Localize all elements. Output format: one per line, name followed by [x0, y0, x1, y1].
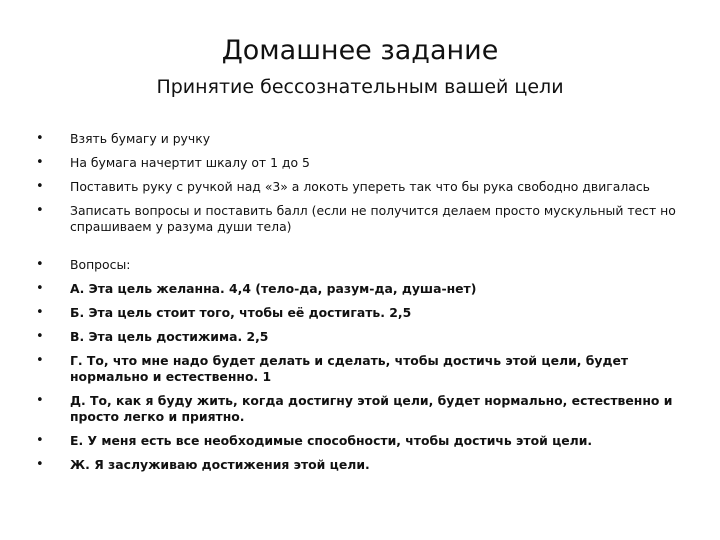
list-item	[36, 257, 690, 273]
list-item-text: Е. У меня есть все необходимые способности, чтобы достичь этой цели.	[70, 433, 593, 448]
list-item	[36, 281, 690, 297]
list-item	[36, 433, 690, 449]
list-item	[36, 457, 690, 473]
page-title: Домашнее задание	[221, 35, 499, 66]
list-item	[36, 131, 690, 147]
bullet-icon: •	[36, 281, 44, 296]
list-item	[36, 393, 690, 425]
list-item-text: На бумага начертит шкалу от 1 до 5	[70, 155, 310, 170]
list-item-text: Ж. Я заслуживаю достижения этой цели.	[70, 457, 370, 472]
bullet-icon: •	[36, 203, 44, 218]
bullet-icon: •	[36, 353, 44, 368]
list-item-text: В. Эта цель достижима. 2,5	[70, 329, 269, 344]
bullet-icon: •	[36, 457, 44, 472]
list-item	[36, 155, 690, 171]
bullet-icon: •	[36, 179, 44, 194]
list-item	[36, 305, 690, 321]
bullet-icon: •	[36, 131, 44, 146]
list-item-text: Г. То, что мне надо будет делать и сделать, чтобы достичь этой цели, будет нормально и естественно. 1	[70, 353, 629, 384]
list-item-text: Вопросы:	[70, 257, 131, 272]
list-item-text: Поставить руку с ручкой над «3» а локоть упереть так что бы рука свободно двигалась	[70, 179, 650, 194]
list-item	[36, 179, 690, 195]
bullet-icon: •	[36, 155, 44, 170]
page-subtitle: Принятие бессознательным вашей цели	[156, 76, 564, 98]
list-item-text: Записать вопросы и поставить балл (если не получится делаем просто мускульный тест но спрашиваем у разума души тела)	[70, 203, 676, 234]
list-item-text: А. Эта цель желанна. 4,4 (тело-да, разум-да, душа-нет)	[70, 281, 477, 296]
bullet-icon: •	[36, 257, 44, 272]
list-item	[36, 353, 690, 385]
list-item	[36, 329, 690, 345]
bullet-icon: •	[36, 329, 44, 344]
bullet-icon: •	[36, 433, 44, 448]
list-item-text: Б. Эта цель стоит того, чтобы её достигать. 2,5	[70, 305, 412, 320]
list-item-text: Д. То, как я буду жить, когда достигну этой цели, будет нормально, естественно и просто легко и приятно.	[70, 393, 673, 424]
title-block	[0, 34, 720, 100]
bullet-icon: •	[36, 393, 44, 408]
bullet-list	[36, 131, 690, 481]
bullet-icon: •	[36, 305, 44, 320]
list-item	[36, 203, 690, 235]
list-item-text: Взять бумагу и ручку	[70, 131, 211, 146]
